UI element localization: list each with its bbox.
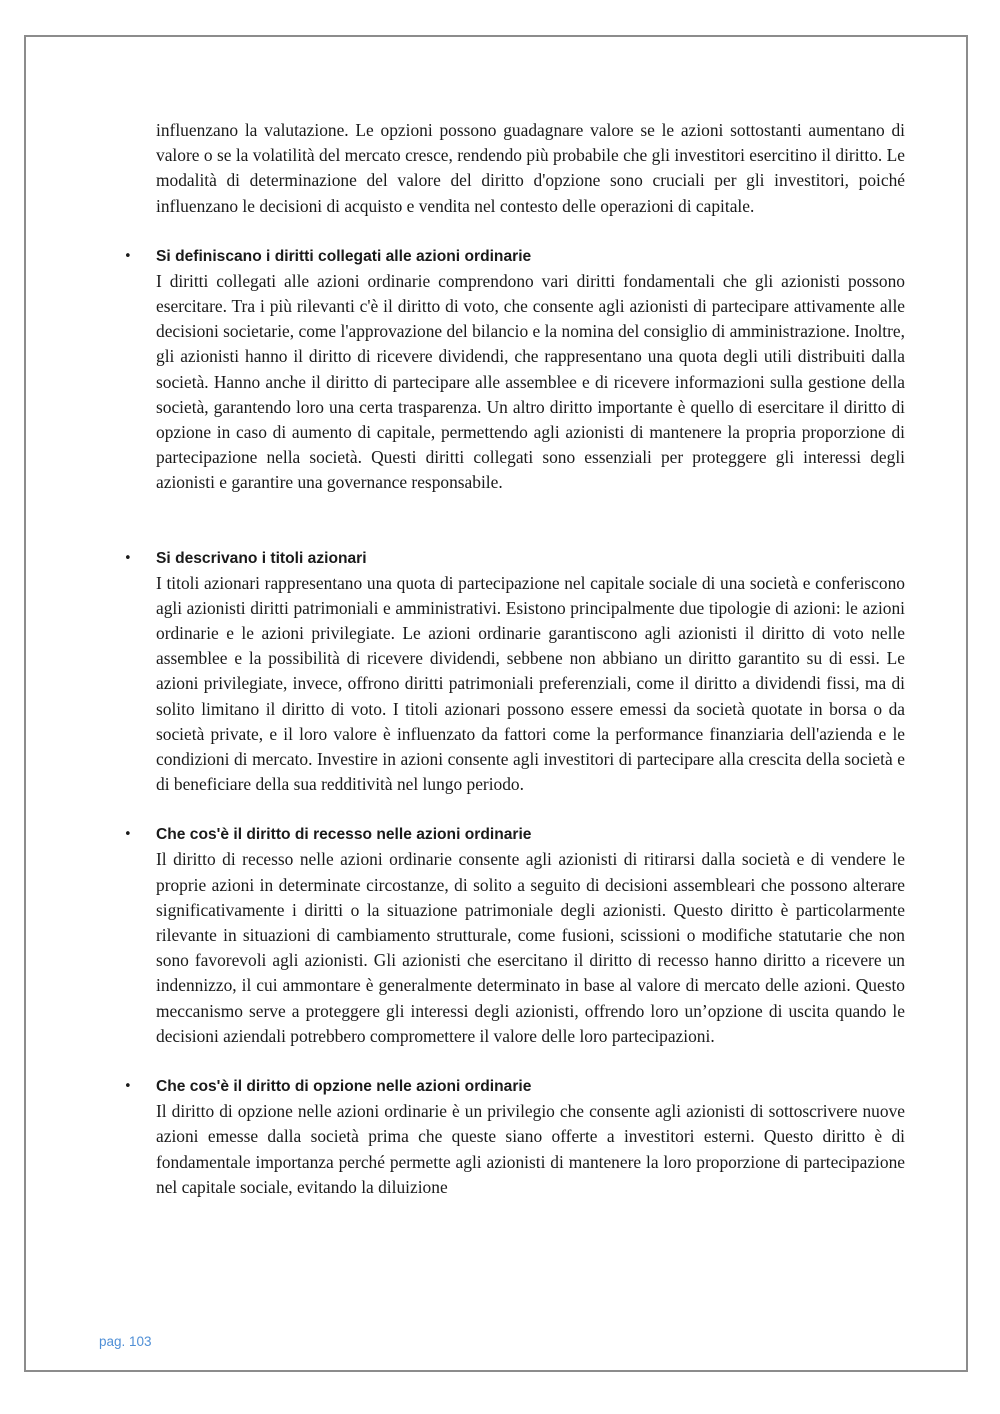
section-body: Il diritto di opzione nelle azioni ordinarie è un privilegio che consente agli azionisti di sottoscrivere nuove azioni emesse dalla società prima che queste siano offerte a investitori esterni. Questo diritto è di fondamentale importanza perché permette agli azionisti di mantenere la loro proporzione di partecipazione nel capitale sociale, evitando la diluizione: [156, 1101, 905, 1197]
section-diritto-recesso: [124, 822, 905, 1049]
section-heading: Che cos'è il diritto di recesso nelle azioni ordinarie: [156, 826, 532, 844]
section-body: I diritti collegati alle azioni ordinarie comprendono vari diritti fondamentali che gli azionisti possono esercitare. Tra i più rilevanti c'è il diritto di voto, che consente agli azionisti di partecipare attivamente alle decisioni societarie, come l'approvazione del bilancio e la nomina del consiglio di amministrazione. Inoltre, gli azionisti hanno il diritto di ricevere dividendi, che rappresentano una quota degli utili distribuiti dalla società. Hanno anche il diritto di partecipare alle assemblee e di ricevere informazioni sulla gestione della società, garantendo loro una certa trasparenza. Un altro diritto importante è quello di esercitare il diritto di opzione in caso di aumento di capitale, permettendo agli azionisti di mantenere la propria proporzione di partecipazione nella società. Questi diritti collegati sono essenziali per proteggere gli interessi degli azionisti e garantire una governance responsabile.: [156, 270, 905, 493]
bullet-icon: •: [124, 1079, 132, 1095]
page-content: [124, 118, 905, 1200]
section-body: Il diritto di recesso nelle azioni ordinarie consente agli azionisti di ritirarsi dalla società e di vendere le proprie azioni in determinate circostanze, di solito a seguito di decisioni assembleari che possono alterare significativamente i diritti o la situazione patrimoniale degli azionisti. Questo diritto è particolarmente rilevante in situazioni di cambiamento strutturale, come fusioni, scissioni o modifiche statutarie che non sono favorevoli agli azionisti. Gli azionisti che esercitano il diritto di recesso hanno diritto a ricevere un indennizzo, il cui ammontare è generalmente determinato in base al valore di mercato delle azioni. Questo meccanismo serve a proteggere gli interessi degli azionisti, offrendo loro un’opzione di uscita quando le decisioni aziendali potrebbero compromettere il valore delle loro partecipazioni.: [156, 849, 905, 1046]
section-body: I titoli azionari rappresentano una quota di partecipazione nel capitale sociale di una società e conferiscono agli azionisti diritti patrimoniali e amministrativi. Esistono principalmente due tipologie di azioni: le azioni ordinarie e le azioni privilegiate. Le azioni ordinarie garantiscono agli azionisti il diritto di voto nelle assemblee e la possibilità di ricevere dividendi, sebbene non abbiano un diritto garantito su di essi. Le azioni privilegiate, invece, offrono diritti patrimoniali preferenziali, come il diritto a dividendi fissi, ma di solito limitano il diritto di voto. I titoli azionari possono essere emessi da società quotate in borsa o da società private, e il loro valore è influenzato da fattori come la performance finanziaria dell'azienda e le condizioni di mercato. Investire in azioni consente agli investitori di partecipare alla crescita della società e di beneficiare della sua redditività nel lungo periodo.: [156, 572, 905, 795]
section-heading: Che cos'è il diritto di opzione nelle azioni ordinarie: [156, 1078, 532, 1096]
bullet-icon: •: [124, 248, 132, 264]
bullet-icon: •: [124, 827, 132, 843]
bullet-icon: •: [124, 550, 132, 566]
section-diritti-collegati: [124, 244, 905, 496]
intro-paragraph: influenzano la valutazione. Le opzioni possono guadagnare valore se le azioni sottostanti aumentano di valore o se la volatilità del mercato cresce, rendendo più probabile che gli investitori esercitino il diritto. Le modalità di determinazione del valore del diritto d'opzione sono cruciali per gli investitori, poiché influenzano le decisioni di acquisto e vendita nel contesto delle operazioni di capitale.: [156, 120, 905, 216]
section-heading: Si descrivano i titoli azionari: [156, 549, 367, 567]
page-number: pag. 103: [99, 1334, 152, 1349]
section-diritto-opzione: [124, 1074, 905, 1200]
section-heading: Si definiscano i diritti collegati alle azioni ordinarie: [156, 247, 532, 265]
section-titoli-azionari: [124, 546, 905, 798]
